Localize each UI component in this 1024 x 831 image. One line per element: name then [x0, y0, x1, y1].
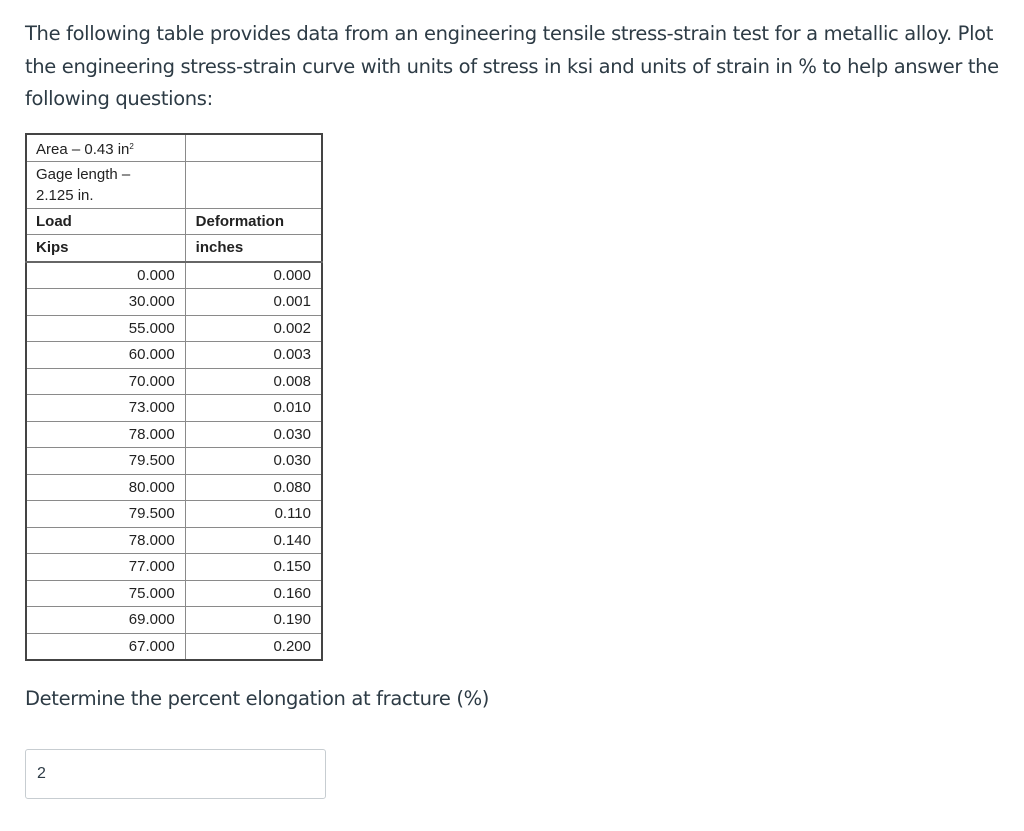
load-value: 78.000 [26, 421, 185, 448]
deformation-value: 0.110 [185, 501, 322, 528]
table-row [26, 315, 322, 342]
deformation-value: 0.150 [185, 554, 322, 581]
deformation-value: 0.160 [185, 580, 322, 607]
table-row [26, 527, 322, 554]
load-value: 67.000 [26, 633, 185, 660]
gage-length-label: Gage length – 2.125 in. [26, 161, 185, 208]
deformation-value: 0.000 [185, 262, 322, 289]
load-value: 80.000 [26, 474, 185, 501]
empty-cell [185, 161, 322, 208]
deformation-value: 0.140 [185, 527, 322, 554]
table-row [26, 633, 322, 660]
deformation-value: 0.030 [185, 448, 322, 475]
units-row [26, 235, 322, 262]
deformation-value: 0.008 [185, 368, 322, 395]
table-row [26, 448, 322, 475]
load-value: 73.000 [26, 395, 185, 422]
table-row [26, 580, 322, 607]
table-row [26, 289, 322, 316]
problem-statement: The following table provides data from an engineering tensile stress-strain test for a metallic alloy. Plot the engineering stress-strain curve with units of stress in ksi and units of strain in % to help answer the following questions: [25, 22, 999, 110]
table-row [26, 342, 322, 369]
deformation-value: 0.190 [185, 607, 322, 634]
load-value: 70.000 [26, 368, 185, 395]
deformation-value: 0.003 [185, 342, 322, 369]
deformation-value: 0.010 [185, 395, 322, 422]
deformation-value: 0.002 [185, 315, 322, 342]
empty-cell [185, 134, 322, 161]
table-row [26, 554, 322, 581]
load-value: 69.000 [26, 607, 185, 634]
answer-input[interactable] [25, 749, 326, 799]
table-row [26, 395, 322, 422]
question-text: Determine the percent elongation at fracture (%) [25, 687, 490, 710]
load-value: 75.000 [26, 580, 185, 607]
load-value: 79.500 [26, 448, 185, 475]
load-unit: Kips [26, 235, 185, 262]
column-header-row [26, 208, 322, 235]
load-value: 30.000 [26, 289, 185, 316]
load-value: 55.000 [26, 315, 185, 342]
load-value: 78.000 [26, 527, 185, 554]
deformation-value: 0.030 [185, 421, 322, 448]
area-row [26, 134, 322, 161]
load-value: 77.000 [26, 554, 185, 581]
deformation-value: 0.080 [185, 474, 322, 501]
deformation-value: 0.001 [185, 289, 322, 316]
deformation-value: 0.200 [185, 633, 322, 660]
table-row [26, 262, 322, 289]
gage-length-row [26, 161, 322, 208]
table-row [26, 421, 322, 448]
load-value: 79.500 [26, 501, 185, 528]
load-value: 0.000 [26, 262, 185, 289]
table-row [26, 368, 322, 395]
area-label: Area – 0.43 $in^2$ [26, 134, 185, 161]
deformation-header: Deformation [185, 208, 322, 235]
deformation-unit: inches [185, 235, 322, 262]
table-row [26, 501, 322, 528]
load-header: Load [26, 208, 185, 235]
table-row [26, 474, 322, 501]
table-row [26, 607, 322, 634]
load-value: 60.000 [26, 342, 185, 369]
tensile-data-table [25, 133, 323, 661]
